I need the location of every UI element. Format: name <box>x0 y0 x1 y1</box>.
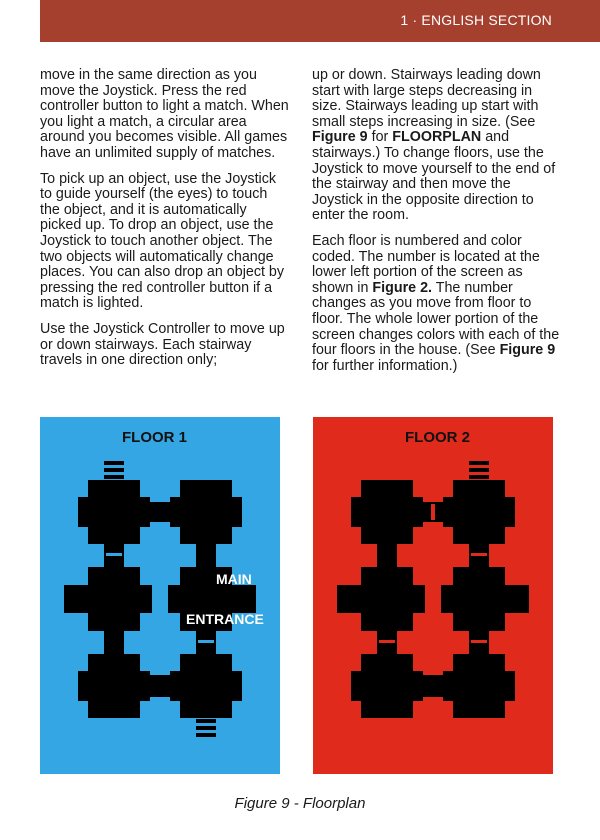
right-p1-text-a: up or down. Stairways leading down start with large steps decreasing in size. Stairways leading up start with small steps increasing in size. (See <box>312 67 541 130</box>
right-p1-text-b: for <box>367 129 393 146</box>
right-p1-text-c: and stairways.) To change floors, use the Joystick to move yourself to the end of the stairway and then move the Joystick in the opposite direction to enter the room. <box>312 129 556 224</box>
floor-2-title: FLOOR 2 <box>405 429 471 446</box>
floor-2-rooms <box>313 417 553 774</box>
right-p2-text-c: for further information.) <box>312 357 458 374</box>
figure-9-reference-2: Figure 9 <box>499 342 556 359</box>
floor-1-map <box>40 417 280 774</box>
main-label: MAIN <box>216 571 252 587</box>
left-paragraph-2: To pick up an object, use the Joystick to guide yourself (the eyes) to touch the object, and it is automatically picked up. To drop an object, use the Joystick to touch another object. The two objects will automatically change places. You can also drop an object by pressing the red controller button if a match is lighted. <box>40 170 285 312</box>
section-label: 1 · ENGLISH SECTION <box>400 12 552 28</box>
floor-1-title: FLOOR 1 <box>122 429 188 446</box>
left-paragraph-1: move in the same direction as you move the Joystick. Press the red controller button to light a match. When you light a match, a circular area around you becomes visible. All games have an unlimited supply of matches. <box>40 67 289 161</box>
entrance-label: ENTRANCE <box>186 611 264 627</box>
right-paragraph-1 <box>312 68 562 224</box>
right-column <box>312 68 562 384</box>
floorplan-reference: FLOORPLAN <box>392 129 482 146</box>
right-p2-text-b: The number changes as you move from floor to floor. The whole lower portion of the screen changes colors with each of the four floors in the house. (See <box>312 279 560 359</box>
left-paragraph-3: Use the Joystick Controller to move up or down stairways. Each stairway travels in one direction only; <box>40 320 285 369</box>
right-paragraph-2 <box>312 234 562 374</box>
header-bar <box>40 0 600 42</box>
floor-1-rooms <box>40 417 280 774</box>
figure-2-reference: Figure 2. <box>372 279 432 296</box>
left-column <box>40 68 290 379</box>
figure-9-reference: Figure 9 <box>312 129 368 146</box>
figure-caption: Figure 9 - Floorplan <box>234 795 366 812</box>
right-p2-text-a: Each floor is numbered and color coded. The number is located at the lower left portion of the screen as shown in <box>312 232 540 296</box>
floor-2-map <box>313 417 553 774</box>
